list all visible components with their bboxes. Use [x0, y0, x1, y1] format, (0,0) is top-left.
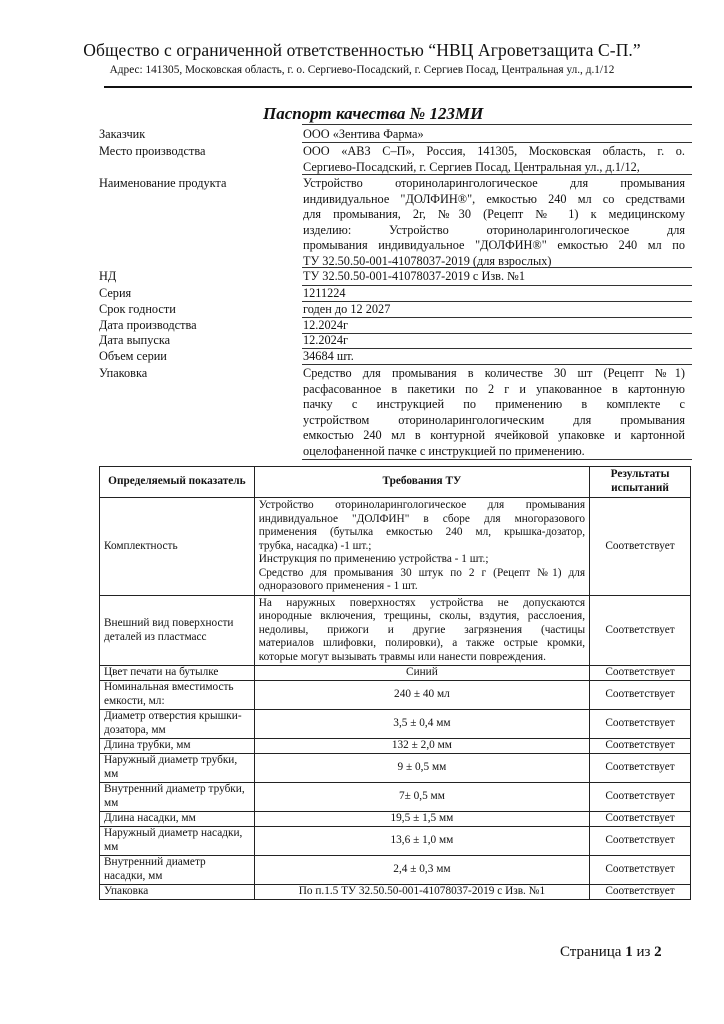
production-date-value: 12.2024г	[303, 318, 349, 332]
indicator-cell: Диаметр отверстия крышки-дозатора, мм	[100, 710, 255, 739]
indicator-cell: Внутренний диаметр насадки, мм	[100, 856, 255, 885]
packaging-label: Упаковка	[99, 366, 148, 380]
requirement-cell: 240 ± 40 мл	[254, 681, 589, 710]
text-line: индивидуальное "ДОЛФИН®", емкостью 240 мл со средствами	[303, 191, 685, 206]
indicator-cell: Наружный диаметр трубки, мм	[100, 754, 255, 783]
table-row	[100, 812, 691, 827]
requirement-cell: 9 ± 0,5 мм	[254, 754, 589, 783]
page-word: Страница	[560, 944, 622, 960]
text-line: На наружных поверхностях устройства не допускаются	[258, 596, 586, 609]
production-place-value	[303, 144, 685, 175]
result-cell: Соответствует	[590, 812, 691, 827]
table-row	[100, 885, 691, 900]
page-total: 2	[654, 944, 662, 960]
text-line: оцелофаненной пачке с инструкцией по применению.	[303, 443, 585, 458]
table-row	[100, 666, 691, 681]
requirement-cell	[254, 498, 589, 596]
table-row	[100, 596, 691, 666]
text-line: Средство для промывания 30 штук по 2 г (Рецепт №1) для	[258, 566, 586, 579]
production-place-label: Место производства	[99, 144, 206, 158]
requirement-cell: 7± 0,5 мм	[254, 783, 589, 812]
requirement-cell	[254, 596, 589, 666]
result-cell: Соответствует	[590, 856, 691, 885]
text-line: для промывания, 2г, №30 (Рецепт № 1) к медицинскому	[303, 207, 685, 221]
document-title: Паспорт качества № 123МИ	[263, 104, 484, 123]
release-date-value: 12.2024г	[303, 333, 349, 347]
shelf-life-label: Срок годности	[99, 302, 176, 316]
org-address: Адрес: 141305, Московская область, г. о. Сергиево-Посадский, г. Сергиев Посад, Центральная ул., д.1/12	[109, 64, 615, 76]
text-line: ТУ 32.50.50-001-41078037-2019 (для взрослых)	[303, 253, 552, 268]
result-cell: Соответствует	[590, 710, 691, 739]
requirement-cell: 19,5 ± 1,5 мм	[254, 812, 589, 827]
text-line: Средство для промывания в количестве 30 шт (Рецепт №1)	[303, 366, 685, 380]
table-row	[100, 827, 691, 856]
batch-volume-value: 34684 шт.	[303, 349, 354, 363]
indicator-cell: Длина трубки, мм	[100, 739, 255, 754]
rule	[302, 364, 692, 365]
header-requirements: Требования ТУ	[254, 467, 589, 498]
org-title: Общество с ограниченной ответственностью “НВЦ Агроветзащита С-П.”	[83, 40, 641, 60]
result-cell: Соответствует	[590, 885, 691, 900]
text-line: одноразового применения - 1 шт.	[258, 580, 418, 593]
rule	[302, 142, 692, 143]
customer-value: ООО «Зентива Фарма»	[303, 127, 424, 141]
requirement-cell: 2,4 ± 0,3 мм	[254, 856, 589, 885]
page-of: из	[636, 944, 651, 960]
result-cell: Соответствует	[590, 666, 691, 681]
indicator-cell: Наружный диаметр насадки, мм	[100, 827, 255, 856]
nd-label: НД	[99, 269, 117, 283]
text-line: трубка, насадка) -1 шт.;	[258, 539, 372, 552]
indicator-cell: Упаковка	[100, 885, 255, 900]
indicator-cell: Номинальная вместимость емкости, мл:	[100, 681, 255, 710]
result-cell: Соответствует	[590, 754, 691, 783]
text-line: которые могут вызывать травмы или нанести повреждения.	[258, 650, 546, 663]
requirement-cell: 13,6 ± 1,0 мм	[254, 827, 589, 856]
header-results: Результаты испытаний	[590, 467, 691, 498]
requirement-cell: Синий	[254, 666, 589, 681]
result-cell: Соответствует	[590, 827, 691, 856]
text-line: Инструкция по применению устройства - 1 шт.;	[258, 553, 489, 566]
specification-table	[99, 466, 691, 900]
text-line: недоливы, прижоги и другие загрязнения (частицы	[258, 623, 586, 636]
title-underline	[302, 124, 692, 125]
table-row	[100, 856, 691, 885]
batch-volume-label: Объем серии	[99, 349, 167, 363]
text-line: устройством оториноларингологическим для промывания	[303, 412, 685, 427]
table-row	[100, 783, 691, 812]
requirement-cell: 132 ± 2,0 мм	[254, 739, 589, 754]
header-indicator: Определяемый показатель	[100, 467, 255, 498]
text-line: Сергиево-Посадский, г. Сергиев Посад, Центральная ул., д.1/12,	[303, 159, 640, 174]
result-cell: Соответствует	[590, 783, 691, 812]
text-line: пачку с инструкцией по применению в комплекте с	[303, 397, 685, 411]
series-label: Серия	[99, 286, 132, 300]
result-cell: Соответствует	[590, 739, 691, 754]
result-cell: Соответствует	[590, 596, 691, 666]
header-divider	[104, 86, 692, 88]
page-number	[560, 944, 662, 961]
shelf-life-value: годен до 12 2027	[303, 302, 391, 316]
indicator-cell: Внешний вид поверхности деталей из пластмасс	[100, 596, 255, 666]
text-line: изделию: Устройство оториноларингологическое для	[303, 222, 685, 237]
indicator-cell: Внутренний диаметр трубки, мм	[100, 783, 255, 812]
indicator-cell: Цвет печати на бутылке	[100, 666, 255, 681]
indicator-cell: Длина насадки, мм	[100, 812, 255, 827]
text-line: Устройство оториноларингологическое для промывания	[258, 498, 586, 511]
result-cell: Соответствует	[590, 681, 691, 710]
result-cell: Соответствует	[590, 498, 691, 596]
requirement-cell: 3,5 ± 0,4 мм	[254, 710, 589, 739]
page-current: 1	[625, 944, 633, 960]
text-line: промывания индивидуальное "ДОЛФИН®" емкостью 240 мл по	[303, 238, 685, 252]
requirement-cell: По п.1.5 ТУ 32.50.50-001-41078037-2019 с Изв. №1	[254, 885, 589, 900]
product-name-value	[303, 176, 685, 269]
table-row	[100, 739, 691, 754]
table-row	[100, 710, 691, 739]
release-date-label: Дата выпуска	[99, 333, 171, 347]
text-line: индивидуальное "ДОЛФИН" в сборе для многоразового	[258, 512, 586, 525]
text-line: материалов шлифовки, полировки), а также острые кромки,	[258, 637, 586, 650]
text-line: инородные включения, трещины, сколы, вздутия, расслоения,	[258, 610, 586, 623]
indicator-cell: Комплектность	[100, 498, 255, 596]
text-line: применения (бутылка емкостью 240 мл, крышка-дозатор,	[258, 526, 586, 539]
table-header-row	[100, 467, 691, 498]
text-line: ООО «АВЗ С–П», Россия, 141305, Московская область, г. о.	[303, 144, 685, 158]
series-value: 1211224	[303, 286, 346, 300]
rule	[302, 267, 692, 268]
rule	[302, 459, 692, 460]
text-line: Устройство оториноларингологическое для промывания	[303, 176, 685, 190]
table-row	[100, 681, 691, 710]
rule	[302, 174, 692, 175]
text-line: емкостью 240 мл в контурной ячейковой упаковке и картонной	[303, 428, 685, 442]
table-row	[100, 498, 691, 596]
product-name-label: Наименование продукта	[99, 176, 227, 190]
text-line: расфасованное в пакетики по 2 г и упакованное в картонную	[303, 381, 685, 396]
nd-value: ТУ 32.50.50-001-41078037-2019 с Изв. №1	[303, 269, 526, 283]
packaging-value	[303, 366, 685, 459]
production-date-label: Дата производства	[99, 318, 197, 332]
customer-label: Заказчик	[99, 127, 146, 141]
table-row	[100, 754, 691, 783]
